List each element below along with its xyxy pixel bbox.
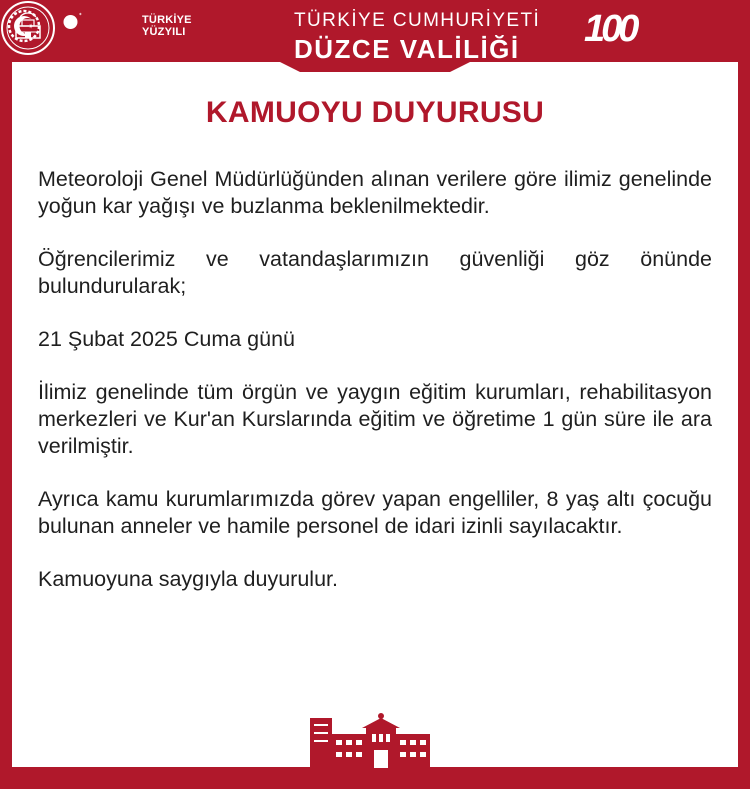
turkiye-label: TÜRKİYE: [142, 14, 192, 26]
header-banner: [0, 0, 750, 72]
paragraph-school-closure: İlimiz genelinde tüm örgün ve yaygın eğitim kurumları, rehabilitasyon merkezleri ve Kur'an Kurslarında eğitim ve öğretime 1 gün süre ile ara verilmiştir.: [38, 380, 712, 458]
paragraph-date: 21 Şubat 2025 Cuma günü: [38, 327, 296, 351]
paragraph-administrative-leave: Ayrıca kamu kurumlarımızda görev yapan engelliler, 8 yaş altı çocuğu bulunan anneler ve hamile personel de idari izinli sayılacaktır.: [38, 487, 712, 538]
paragraph-closing: Kamuoyuna saygıyla duyurulur.: [38, 567, 338, 591]
turkiye-yuzyili-logo-text: [142, 14, 192, 38]
paragraph-weather: Meteoroloji Genel Müdürlüğünden alınan verilere göre ilimiz genelinde yoğun kar yağışı ve buzlanma beklenilmektedir.: [38, 167, 712, 218]
governorship-building-icon: [306, 712, 436, 768]
announcement-body: [38, 166, 712, 619]
governorship-name: DÜZCE VALİLİĞİ: [294, 34, 520, 64]
republic-label: TÜRKİYE CUMHURİYETİ: [294, 10, 541, 31]
anniversary-100-logo: 100: [584, 8, 636, 50]
paragraph-safety: Öğrencilerimiz ve vatandaşlarımızın güvenliği göz önünde bulundurularak;: [38, 247, 712, 298]
announcement-title: KAMUOYU DUYURUSU: [205, 96, 545, 129]
yuzyili-label: YÜZYILI: [142, 26, 186, 38]
anniversary-crescent-icon: [0, 0, 90, 42]
